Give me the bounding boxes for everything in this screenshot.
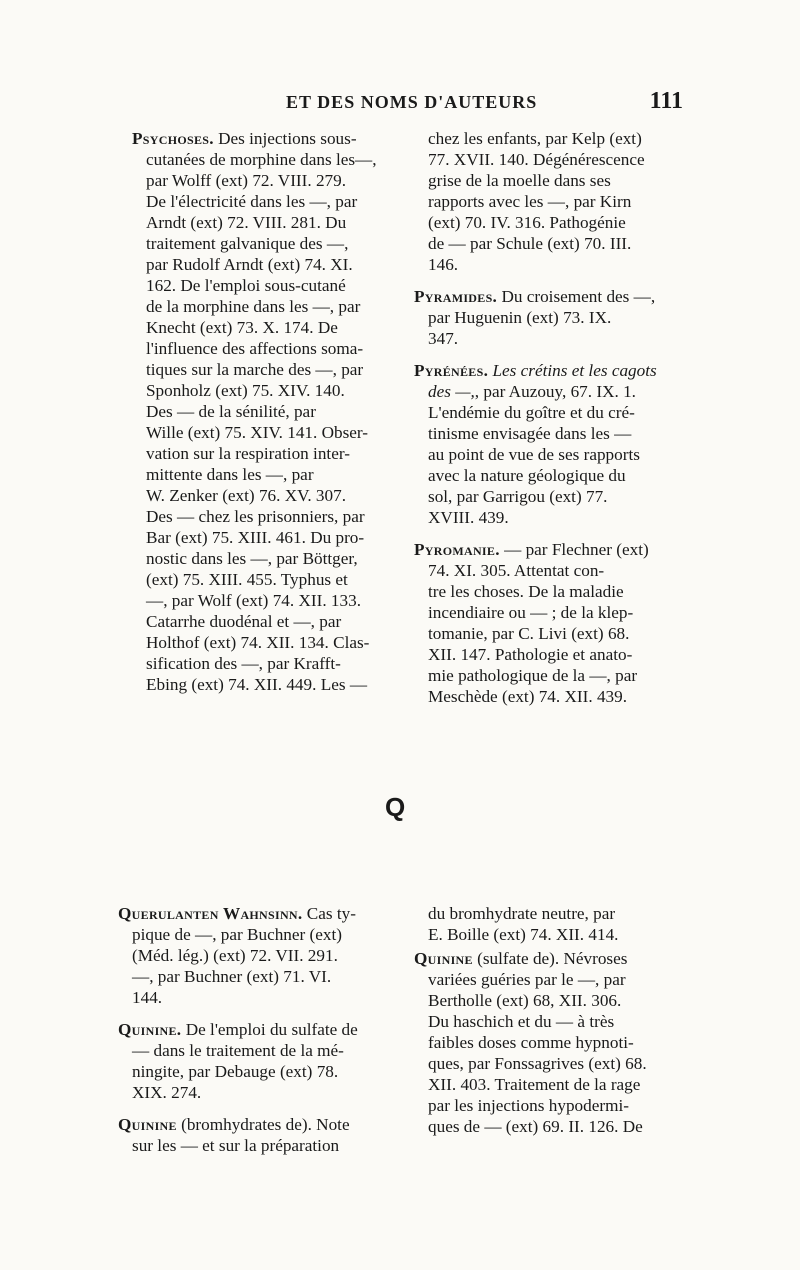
page-header xyxy=(118,88,683,122)
page-number: 111 xyxy=(649,88,683,114)
entry-pyrenees: Pyrénées. Les crétins et les cagots des —,, par Auzouy, 67. IX. 1. L'endémie du goître et du cré- tinisme envisagée dans les — au point de vue de ses rapports avec la nature géologique du sol, par Garrigou (ext) 77. XVIII. 439. xyxy=(414,361,657,527)
entry-quinine-sulfate: Quinine (sulfate de). Névroses variées guéries par le —, par Bertholle (ext) 68, XII. 306. Du haschich et du — à très faibles doses comme hypnoti- ques, par Fonssagrives (ext) 68. XII. 403. Traitement de la rage par les injections hypodermi- ques de — (ext) 69. II. 126. De xyxy=(414,949,647,1136)
entry-querulanten: Querulanten Wahnsinn. Cas ty- pique de —, par Buchner (ext) (Méd. lég.) (ext) 72. VII. 291. —, par Buchner (ext) 71. VI. 144. xyxy=(118,904,356,1007)
headword: Quinine xyxy=(414,949,473,968)
headword: Querulanten Wahnsinn. xyxy=(118,904,303,923)
entry-continuation: du bromhydrate neutre, par E. Boille (ext) 74. XII. 414. xyxy=(428,904,619,944)
headword: Psychoses. xyxy=(132,129,214,148)
headword: Pyrénées. xyxy=(414,361,489,380)
headword: Quinine. xyxy=(118,1020,182,1039)
entry-continuation: chez les enfants, par Kelp (ext) 77. XVII. 140. Dégénérescence grise de la moelle dans ses rapports avec les —, par Kirn (ext) 70. IV. 316. Pathogénie de — par Schule (ext) 70. III. 146. xyxy=(428,129,645,274)
column-bottom-right xyxy=(414,903,686,1148)
headword: Pyramides. xyxy=(414,287,498,306)
column-bottom-left xyxy=(118,903,390,1167)
section-letter: Q xyxy=(385,792,406,822)
entry-pyramides: Pyramides. Du croisement des —, par Huguenin (ext) 73. IX. 347. xyxy=(414,287,656,348)
running-title: ET DES NOMS D'AUTEURS xyxy=(286,92,538,112)
headword: Pyromanie. xyxy=(414,540,500,559)
column-top-right xyxy=(414,128,684,718)
entry-quinine-bromhydrates: Quinine (bromhydrates de). Note sur les — et sur la préparation xyxy=(118,1115,350,1155)
entry-quinine: Quinine. De l'emploi du sulfate de — dans le traitement de la mé- ningite, par Debauge (ext) 78. XIX. 274. xyxy=(118,1020,358,1102)
headword: Quinine xyxy=(118,1115,177,1134)
entry-psychoses: Psychoses. Des injections sous- cutanées de morphine dans les—, par Wolff (ext) 72. VIII. 279. De l'électricité dans les —, par Arndt (ext) 72. VIII. 281. Du traitement galvanique des —, par Rudolf Arndt (ext) 74. XI. 162. De l'emploi sous-cutané de la morphine dans les —, par Knecht (ext) 73. X. 174. De l'influence des affections soma- tiques sur la marche des —, par Sponholz (ext) 75. XIV. 140. Des — de la sénilité, par Wille (ext) 75. XIV. 141. Obser- vation sur la respiration inter- mittente dans les —, par W. Zenker (ext) 76. XV. 307. Des — chez les prisonniers, par Bar (ext) 75. XIII. 461. Du pro- nostic dans les —, par Böttger, (ext) 75. XIII. 455. Typhus et —, par Wolf (ext) 74. XII. 133. Catarrhe duodénal et —, par Holthof (ext) 74. XII. 134. Clas- sification des —, par Krafft- Ebing (ext) 74. XII. 449. Les — xyxy=(132,129,377,694)
column-top-left xyxy=(132,128,387,706)
entry-pyromanie: Pyromanie. — par Flechner (ext) 74. XI. 305. Attentat con- tre les choses. De la maladie incendiaire ou — ; de la klep- tomanie, par C. Livi (ext) 68. XII. 147. Pathologie et anato- mie pathologique de la —, par Meschède (ext) 74. XII. 439. xyxy=(414,540,649,706)
